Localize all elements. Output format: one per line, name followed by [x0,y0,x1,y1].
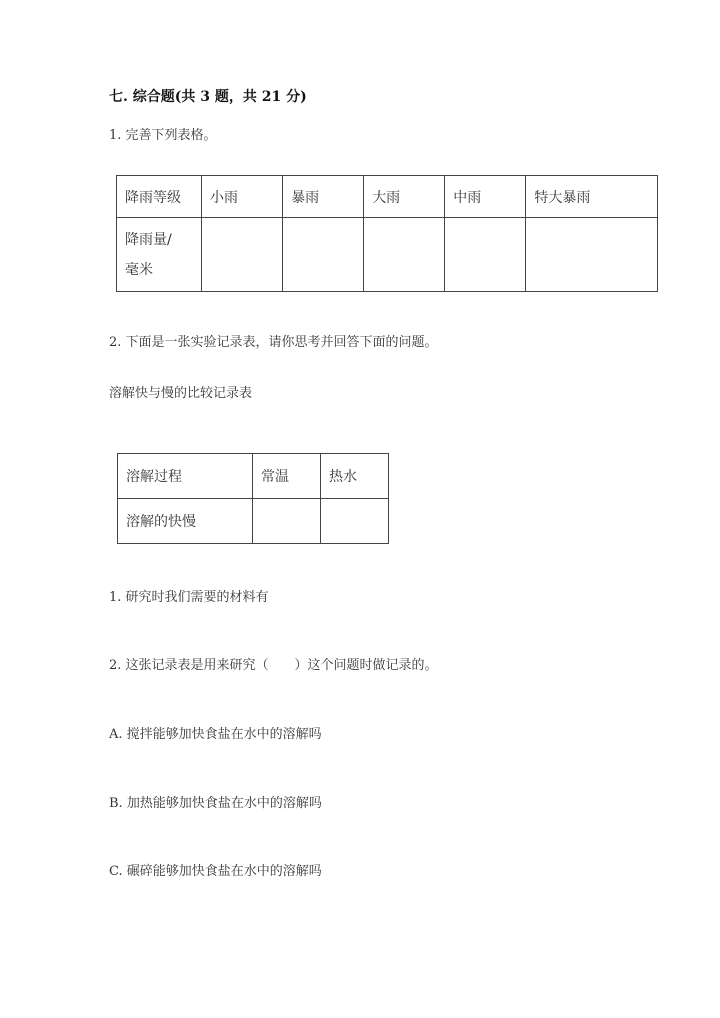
table-row [117,176,658,218]
answer-cell[interactable] [321,499,389,544]
table-cell: 溶解过程 [118,454,253,499]
answer-cell[interactable] [283,218,364,292]
table-cell: 常温 [253,454,321,499]
sub-question-1: 1. 研究时我们需要的材料有 [109,590,269,605]
section-title: 七. 综合题(共 3 题，共 21 分) [109,89,307,105]
answer-cell[interactable] [445,218,526,292]
table-cell: 大雨 [364,176,445,218]
label-line: 毫米 [125,261,153,278]
sub-question-2: 2. 这张记录表是用来研究（ ）这个问题时做记录的。 [109,658,438,673]
table-cell: 小雨 [202,176,283,218]
option-a[interactable]: A. 搅拌能够加快食盐在水中的溶解吗 [109,727,322,742]
table-row [117,218,658,292]
question-1-prompt: 1. 完善下列表格。 [109,128,217,143]
answer-cell[interactable] [253,499,321,544]
table-cell: 中雨 [445,176,526,218]
option-c[interactable]: C. 碾碎能够加快食盐在水中的溶解吗 [109,864,322,879]
table-row [118,499,389,544]
table-row-label [117,218,202,292]
table-cell: 暴雨 [283,176,364,218]
dissolve-table [117,453,389,544]
answer-cell[interactable] [526,218,658,292]
table-row-label: 溶解的快慢 [118,499,253,544]
option-b[interactable]: B. 加热能够加快食盐在水中的溶解吗 [109,796,322,811]
table-title: 溶解快与慢的比较记录表 [109,386,253,401]
answer-cell[interactable] [364,218,445,292]
table-cell: 降雨等级 [117,176,202,218]
table-row [118,454,389,499]
answer-cell[interactable] [202,218,283,292]
table-cell: 热水 [321,454,389,499]
question-2-prompt: 2. 下面是一张实验记录表，请你思考并回答下面的问题。 [109,335,438,350]
rainfall-table [116,175,658,292]
table-cell: 特大暴雨 [526,176,658,218]
label-line: 降雨量/ [125,231,172,248]
